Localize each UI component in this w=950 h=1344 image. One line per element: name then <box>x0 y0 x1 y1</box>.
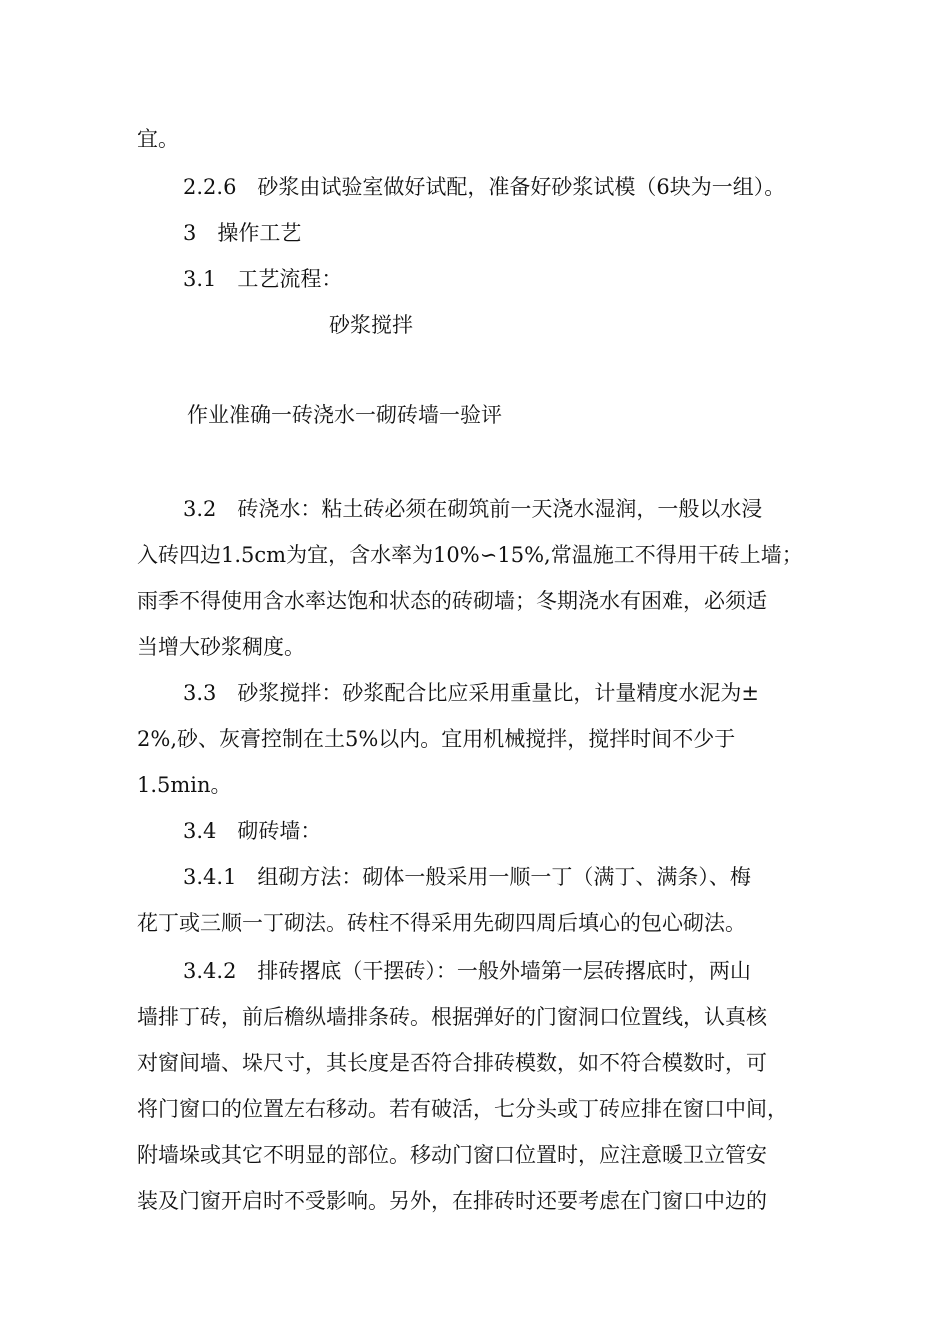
text-line: 当增大砂浆稠度。 <box>137 635 305 659</box>
flow-process-line: 作业准确一砖浇水一砌砖墙一验评 <box>187 403 502 427</box>
text-line: 雨季不得使用含水率达饱和状态的砖砌墙；冬期浇水有困难，必须适 <box>137 589 767 613</box>
text-line: 对窗间墙、垛尺寸，其长度是否符合排砖模数，如不符合模数时，可 <box>137 1051 767 1075</box>
text-line-section-3-2: 3.2 砖浇水：粘土砖必须在砌筑前一天浇水湿润，一般以水浸 <box>183 497 763 521</box>
text-line: 1.5min。 <box>137 773 232 797</box>
text-line-section-3-4-1: 3.4.1 组砌方法：砌体一般采用一顺一丁（满丁、满条）、梅 <box>183 865 751 889</box>
text-line: 花丁或三顺一丁砌法。砖柱不得采用先砌四周后填心的包心砌法。 <box>137 911 746 935</box>
heading-section-3: 3 操作工艺 <box>183 221 302 245</box>
flow-step-mortar-mixing: 砂浆搅拌 <box>329 313 413 337</box>
heading-section-3-4: 3.4 砌砖墙： <box>183 819 322 843</box>
text-line-section-3-4-2: 3.4.2 排砖撂底（干摆砖）：一般外墙第一层砖撂底时，两山 <box>183 959 751 983</box>
text-line: 2%,砂、灰膏控制在土5%以内。宜用机械搅拌，搅拌时间不少于 <box>137 727 736 751</box>
text-line: 将门窗口的位置左右移动。若有破活，七分头或丁砖应排在窗口中间， <box>137 1097 788 1121</box>
text-line: 入砖四边1.5cm为宜，含水率为10%∽15%,常温施工不得用干砖上墙； <box>137 543 803 567</box>
text-line: 附墙垛或其它不明显的部位。移动门窗口位置时，应注意暖卫立管安 <box>137 1143 767 1167</box>
heading-section-3-1: 3.1 工艺流程： <box>183 267 343 291</box>
text-line-continuation: 宜。 <box>137 127 179 151</box>
text-line: 墙排丁砖，前后檐纵墙排条砖。根据弹好的门窗洞口位置线，认真核 <box>137 1005 767 1029</box>
text-line: 装及门窗开启时不受影响。另外，在排砖时还要考虑在门窗口中边的 <box>137 1189 767 1213</box>
text-line-section-2-2-6: 2.2.6 砂浆由试验室做好试配，准备好砂浆试模（6块为一组）。 <box>183 175 786 199</box>
text-line-section-3-3: 3.3 砂浆搅拌：砂浆配合比应采用重量比，计量精度水泥为± <box>183 681 759 705</box>
